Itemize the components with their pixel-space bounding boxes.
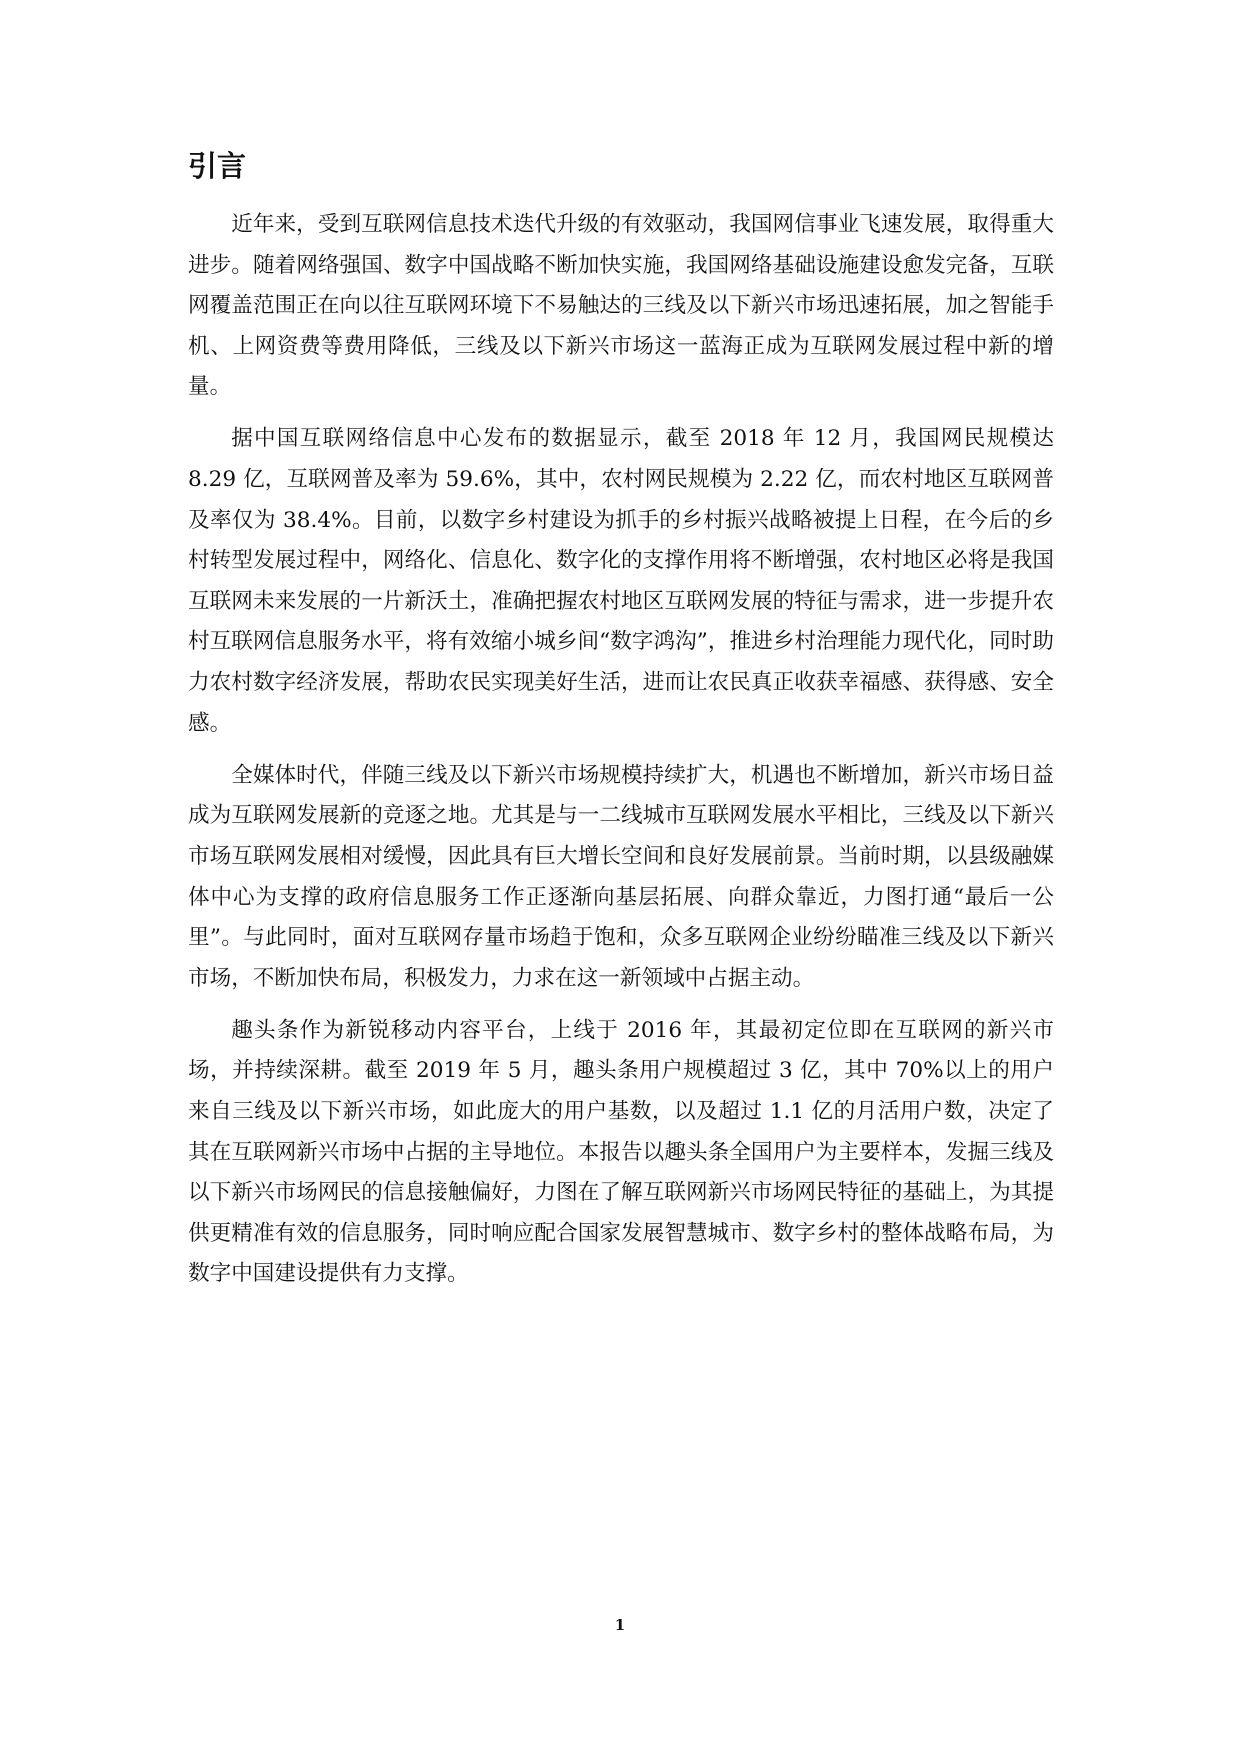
paragraph-1: 近年来，受到互联网信息技术迭代升级的有效驱动，我国网信事业飞速发展，取得重大进步。随着网络强国、数字中国战略不断加快实施，我国网络基础设施建设愈发完备，互联网覆盖范围正在向以往互联网环境下不易触达的三线及以下新兴市场迅速拓展，加之智能手机、上网资费等费用降低，三线及以下新兴市场这一蓝海正成为互联网发展过程中新的增量。	[188, 212, 1054, 400]
document-body	[188, 205, 1054, 1306]
page-number: 1	[614, 1616, 626, 1634]
paragraph-2: 据中国互联网络信息中心发布的数据显示，截至 2018 年 12 月，我国网民规模达 8.29 亿，互联网普及率为 59.6%，其中，农村网民规模为 2.22 亿，而农村地区互联网普及率仅为 38.4%。目前，以数字乡村建设为抓手的乡村振兴战略被提上日程，在今后的乡村转型发展过程中，网络化、信息化、数字化的支撑作用将不断增强，农村地区必将是我国互联网未来发展的一片新沃土，准确把握农村地区互联网发展的特征与需求，进一步提升农村互联网信息服务水平，将有效缩小城乡间“数字鸿沟”，推进乡村治理能力现代化，同时助力农村数字经济发展，帮助农民实现美好生活，进而让农民真正收获幸福感、获得感、安全感。	[188, 426, 1054, 736]
paragraph-3: 全媒体时代，伴随三线及以下新兴市场规模持续扩大，机遇也不断增加，新兴市场日益成为互联网发展新的竞逐之地。尤其是与一二线城市互联网发展水平相比，三线及以下新兴市场互联网发展相对缓慢，因此具有巨大增长空间和良好发展前景。当前时期，以县级融媒体中心为支撑的政府信息服务工作正逐渐向基层拓展、向群众靠近，力图打通“最后一公里”。与此同时，面对互联网存量市场趋于饱和，众多互联网企业纷纷瞄准三线及以下新兴市场，不断加快布局，积极发力，力求在这一新领域中占据主动。	[188, 762, 1054, 991]
section-title: 引言	[188, 149, 247, 183]
paragraph-4: 趣头条作为新锐移动内容平台，上线于 2016 年，其最初定位即在互联网的新兴市场，并持续深耕。截至 2019 年 5 月，趣头条用户规模超过 3 亿，其中 70%以上的用户来自三线及以下新兴市场，如此庞大的用户基数，以及超过 1.1 亿的月活用户数，决定了其在互联网新兴市场中占据的主导地位。本报告以趣头条全国用户为主要样本，发掘三线及以下新兴市场网民的信息接触偏好，力图在了解互联网新兴市场网民特征的基础上，为其提供更精准有效的信息服务，同时响应配合国家发展智慧城市、数字乡村的整体战略布局，为数字中国建设提供有力支撑。	[188, 1017, 1054, 1287]
